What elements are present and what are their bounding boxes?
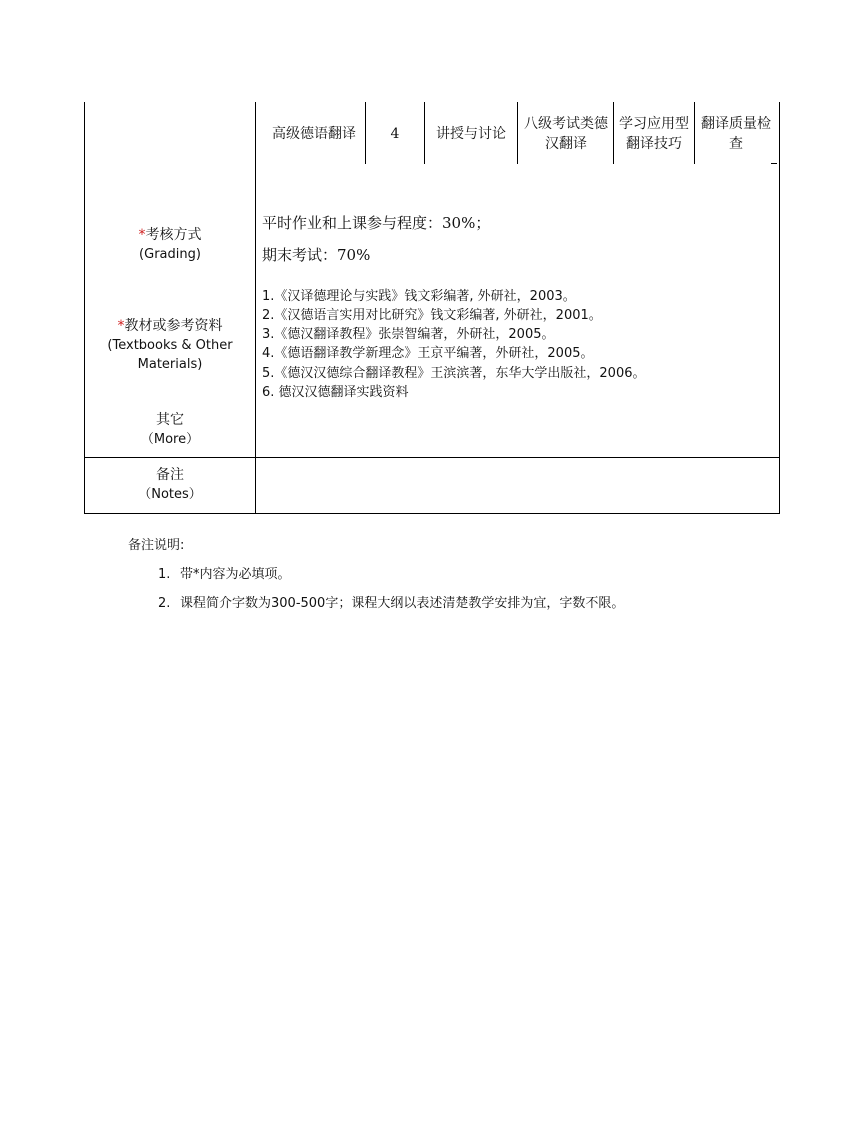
- footer-item-text: 课程简介字数为300-500字；课程大纲以表述清楚教学安排为宜，字数不限。: [180, 596, 625, 611]
- footer-item-number: 2.: [158, 596, 171, 611]
- table-left-border: [84, 102, 85, 514]
- more-label-en: （More）: [140, 432, 200, 447]
- textbook-item: 3.《德汉翻译教程》张崇智编著，外研社，2005。: [262, 327, 555, 342]
- textbook-item: 6. 德汉汉德翻译实践资料: [262, 385, 409, 400]
- textbook-item: 2.《汉德语言实用对比研究》钱文彩编著, 外研社，2001。: [262, 308, 602, 323]
- grading-label-en: (Grading): [139, 247, 201, 262]
- course-hours: 4: [390, 126, 400, 142]
- table-bottom-border: [84, 513, 780, 514]
- textbook-item: 4.《德语翻译教学新理念》王京平编著，外研社，2005。: [262, 346, 594, 361]
- textbooks-label-cn: 教材或参考资料: [124, 318, 223, 334]
- required-star: *: [138, 227, 146, 243]
- course-content: 八级考试类德汉翻译: [524, 116, 608, 152]
- more-label: [85, 411, 255, 449]
- footer-title: 备注说明:: [128, 538, 185, 553]
- grading-line-1: 平时作业和上课参与程度：30%；: [262, 214, 491, 232]
- table-right-border: [779, 102, 780, 514]
- required-star: *: [117, 318, 125, 334]
- textbook-item: 1.《汉译德理论与实践》钱文彩编著, 外研社，2003。: [262, 289, 576, 304]
- notes-row-top-border: [84, 457, 780, 458]
- grading-label: [85, 226, 255, 264]
- textbooks-label-en-1: (Textbooks & Other: [107, 338, 233, 353]
- course-goal: 学习应用型翻译技巧: [619, 116, 689, 152]
- course-col-divider: [517, 102, 518, 164]
- table-column-divider: [255, 102, 256, 514]
- course-col-divider: [613, 102, 614, 164]
- course-col-divider: [694, 102, 695, 164]
- notes-label-cn: 备注: [156, 467, 184, 483]
- textbook-item: 5.《德汉汉德综合翻译教程》王滨滨著，东华大学出版社，2006。: [262, 366, 646, 381]
- course-name: 高级德语翻译: [272, 126, 356, 142]
- grading-line-2: 期末考试：70%: [262, 246, 371, 264]
- footer-item-text: 带*内容为必填项。: [180, 567, 291, 582]
- notes-label: [85, 466, 255, 504]
- course-assessment: 翻译质量检查: [701, 116, 771, 152]
- textbooks-label-en-2: Materials): [137, 357, 203, 372]
- grading-label-cn: 考核方式: [145, 227, 202, 243]
- course-method: 讲授与讨论: [436, 126, 506, 142]
- course-row-tick: [771, 163, 777, 164]
- notes-label-en: （Notes）: [138, 487, 202, 502]
- more-label-cn: 其它: [156, 412, 184, 428]
- footer-item-number: 1.: [158, 567, 171, 582]
- textbooks-label: [85, 317, 255, 374]
